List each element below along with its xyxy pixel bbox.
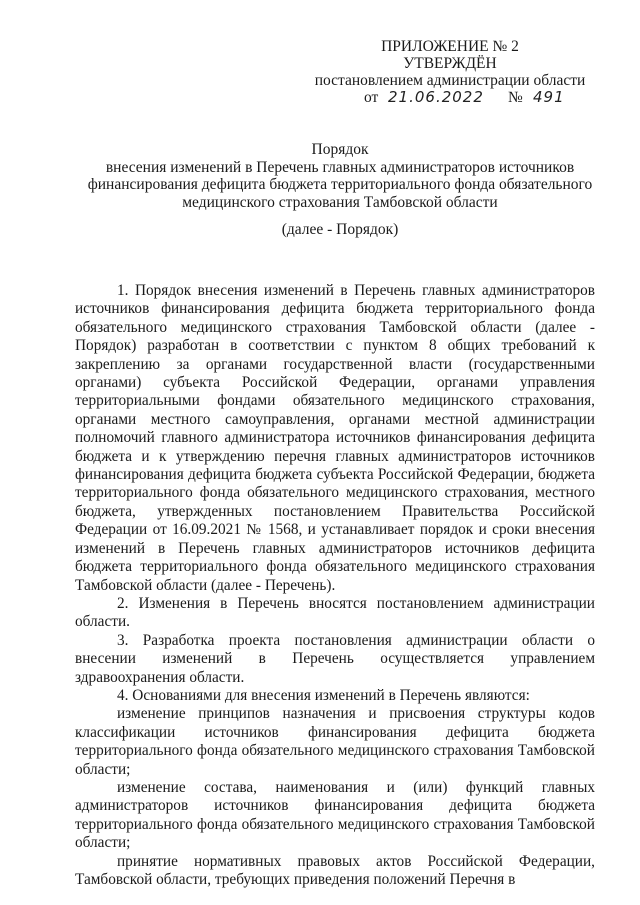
title-heading: Порядок [311, 141, 369, 158]
appendix-label: ПРИЛОЖЕНИЕ № 2 [381, 38, 519, 55]
title-line-3: финансирования дефицита бюджета территориального фонда обязательного [87, 176, 593, 193]
number-prefix: № [508, 89, 523, 106]
date-prefix: от [364, 89, 379, 106]
document-body [75, 282, 595, 889]
document-title [40, 141, 640, 239]
approved-label: УТВЕРЖДЁН [403, 55, 497, 72]
approval-header [300, 38, 600, 106]
paragraph-4: 4. Основаниями для внесения изменений в Перечень являются: [117, 686, 530, 704]
basis-item-3: принятие нормативных правовых актов Российской Федерации, Тамбовской области, требующих приведения положений Перечня в [75, 852, 595, 888]
title-line-4: медицинского страхования Тамбовской области [182, 193, 498, 211]
basis-item-1: изменение принципов назначения и присвоения структуры кодов классификации источников финансирования дефицита бюджета территориального фонда обязательного медицинского страхования Тамбовской области; [75, 705, 595, 778]
title-abbreviation: (далее - Порядок) [281, 221, 399, 238]
title-line-2: внесения изменений в Перечень главных администраторов источников [105, 158, 575, 176]
paragraph-3: 3. Разработка проекта постановления администрации области о внесении изменений в Перечень осуществляется управлением здравоохранения области. [75, 631, 595, 686]
approved-by-label: постановлением администрации области [314, 72, 586, 89]
handwritten-number: 491 [533, 88, 565, 106]
basis-item-2: изменение состава, наименования и (или) функций главных администраторов источников финансирования дефицита бюджета территориального фонда обязательного медицинского страхования Тамбовской области; [75, 778, 595, 852]
paragraph-1: 1. Порядок внесения изменений в Перечень главных администраторов источников финансирования дефицита бюджета территориального фонда обязательного медицинского страхования Тамбовской области (далее - Порядок) разработан в соответствии с пунктом 8 общих требований к закреплению за органами государственной власти (государственными органами) субъекта Российской Федерации, органами управления территориальными фондами обязательного медицинского страхования, органами местного самоуправления, органами местной администрации полномочий главного администратора источников финансирования дефицита бюджета и к утверждению перечня главных администраторов источников финансирования дефицита бюджета субъекта Российской Федерации, бюджета территориального фонда обязательного медицинского страхования, местного бюджета, утвержденных постановлением Правительства Российской Федерации от 16.09.2021 № 1568, и устанавливает порядок и сроки внесения изменений в Перечень главных администраторов источников дефицита бюджета территориального фонда обязательного медицинского страхования Тамбовской области (далее - Перечень). [75, 282, 595, 594]
paragraph-2: 2. Изменения в Перечень вносятся постановлением администрации области. [75, 594, 595, 631]
handwritten-date: 21.06.2022 [388, 88, 484, 106]
